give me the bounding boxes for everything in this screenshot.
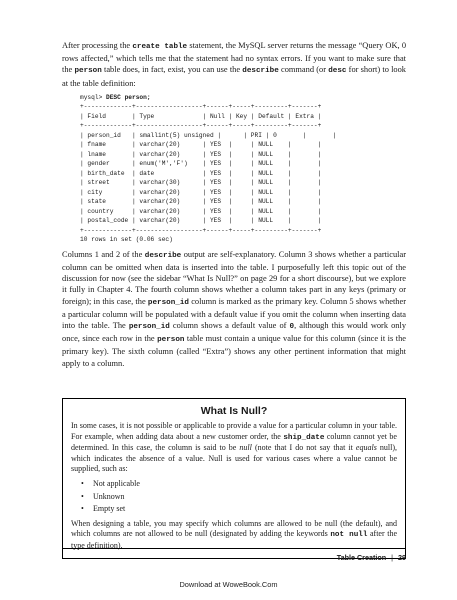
inline-code: describe (144, 251, 182, 260)
sql-command: DESC person; (106, 93, 151, 101)
emphasis: equals (355, 443, 377, 453)
table-row: | person_id | smallint(5) unsigned | | PRI | 0 | | (80, 131, 337, 139)
table-row: | country | varchar(20) | YES | | NULL | | (80, 207, 322, 215)
inline-code: describe (242, 67, 279, 76)
text-run: null), which indicates the absence of a value. Null is used for various cases where a value cannot be supplied, such as: (71, 443, 397, 474)
inline-code: not null (330, 531, 368, 540)
text-run: In some cases, it is not possible or applicable to provide a value for a particular column in your table. For example, when adding data about a new customer order, the (71, 421, 397, 441)
table-row: | city | varchar(20) | YES | | NULL | | (80, 188, 322, 196)
table-row: | gender | enum('M','F') | YES | | NULL | | (80, 160, 322, 168)
text-run: (note that I do not say that it (251, 443, 356, 453)
text-run: Columns 1 and 2 of the (62, 249, 145, 259)
text-run: output are self-explanatory. Column 3 shows whether a particular column can be omitted when data is inserted into the table. I purposefully left this topic out of the discussion for now (see the sidebar “What Is Null?” on page 29 for a short discourse), but we explore it fully in Chapter 4. The fourth column shows whether a column takes part in any keys (primary or foreign); in this case, the (62, 249, 406, 306)
mysql-prompt: mysql> (80, 93, 106, 101)
inline-code: desc (328, 67, 347, 76)
table-header-row: | Field | Type | Null | Key | Default | Extra | (80, 112, 322, 120)
sidebar-title: What Is Null? (200, 405, 268, 417)
footer-rule (62, 548, 406, 549)
text-run: column cannot yet be determined. In this case, the column is said to be (71, 431, 397, 453)
text-run: table must contain a unique value for this column (since it is the primary key). The sixth column (called “Extra”) shows any other pertinent information that might apply to a column. (62, 334, 406, 368)
text-run: column shows a default value of (169, 321, 290, 331)
table-row: | lname | varchar(20) | YES | | NULL | | (80, 150, 322, 158)
sql-output-block (80, 93, 406, 245)
text-run: column is marked as the primary key. Column 5 shows whether a particular column will be populated with a default value if you omit the column when inserting data into the table. The (62, 296, 406, 331)
inline-code: person (157, 336, 185, 345)
list-item: • Empty set (85, 503, 397, 516)
text-run: When designing a table, you may specify which columns are allowed to be null (the default), and which columns are not allowed to be null (designated by adding the keywords (71, 518, 397, 539)
inline-code: person_id (147, 298, 189, 307)
sidebar-paragraph (71, 519, 397, 552)
list-item: • Unknown (85, 491, 397, 504)
table-border: +-------------+------------------+------+-----+---------+-------+ (80, 122, 322, 130)
running-footer (337, 553, 406, 562)
text-run: statement, the MySQL server returns the message “Query OK, 0 rows affected,” which tells me that the statement had no syntax errors. If you want to make sure that the (62, 41, 407, 75)
rows-in-set: 10 rows in set (0.06 sec) (80, 236, 173, 244)
text-run: table does, in fact, exist, you can use the (101, 65, 243, 75)
inline-code: ship_date (283, 433, 325, 442)
table-row: | street | varchar(30) | YES | | NULL | | (80, 179, 322, 187)
table-row: | state | varchar(20) | YES | | NULL | | (80, 198, 322, 206)
table-border: +-------------+------------------+------+-----+---------+-------+ (80, 226, 322, 234)
inline-code: 0 (289, 323, 295, 332)
table-row: | postal_code | varchar(20) | YES | | NULL | | (80, 217, 322, 225)
list-item: • Not applicable (85, 478, 397, 491)
table-border: +-------------+------------------+------+-----+---------+-------+ (80, 103, 322, 111)
intro-paragraph (62, 40, 406, 89)
text-run: , although this would work only once, since each row in the (62, 321, 407, 344)
null-cases-list (71, 478, 397, 516)
inline-code: person (74, 67, 102, 76)
text-run: after the type definition). (71, 529, 397, 550)
download-credit: Download at WoweBook.Com (179, 580, 278, 589)
text-run: command (or (278, 65, 329, 75)
footer-separator: | (391, 553, 393, 562)
table-row: | fname | varchar(20) | YES | | NULL | | (80, 141, 322, 149)
text-run: for short) to look at the table definition: (62, 65, 406, 88)
explanation-paragraph (62, 249, 406, 369)
inline-code: person_id (128, 323, 170, 332)
emphasis: null (239, 443, 252, 453)
table-row: | birth_date | date | YES | | NULL | | (80, 169, 322, 177)
inline-code: create table (132, 43, 188, 51)
text-run: After processing the (62, 41, 133, 50)
page-number: 29 (398, 553, 406, 562)
page-body (62, 40, 406, 369)
sidebar-paragraph (71, 421, 397, 475)
section-name: Table Creation (336, 553, 387, 562)
sidebar-what-is-null (62, 398, 406, 559)
